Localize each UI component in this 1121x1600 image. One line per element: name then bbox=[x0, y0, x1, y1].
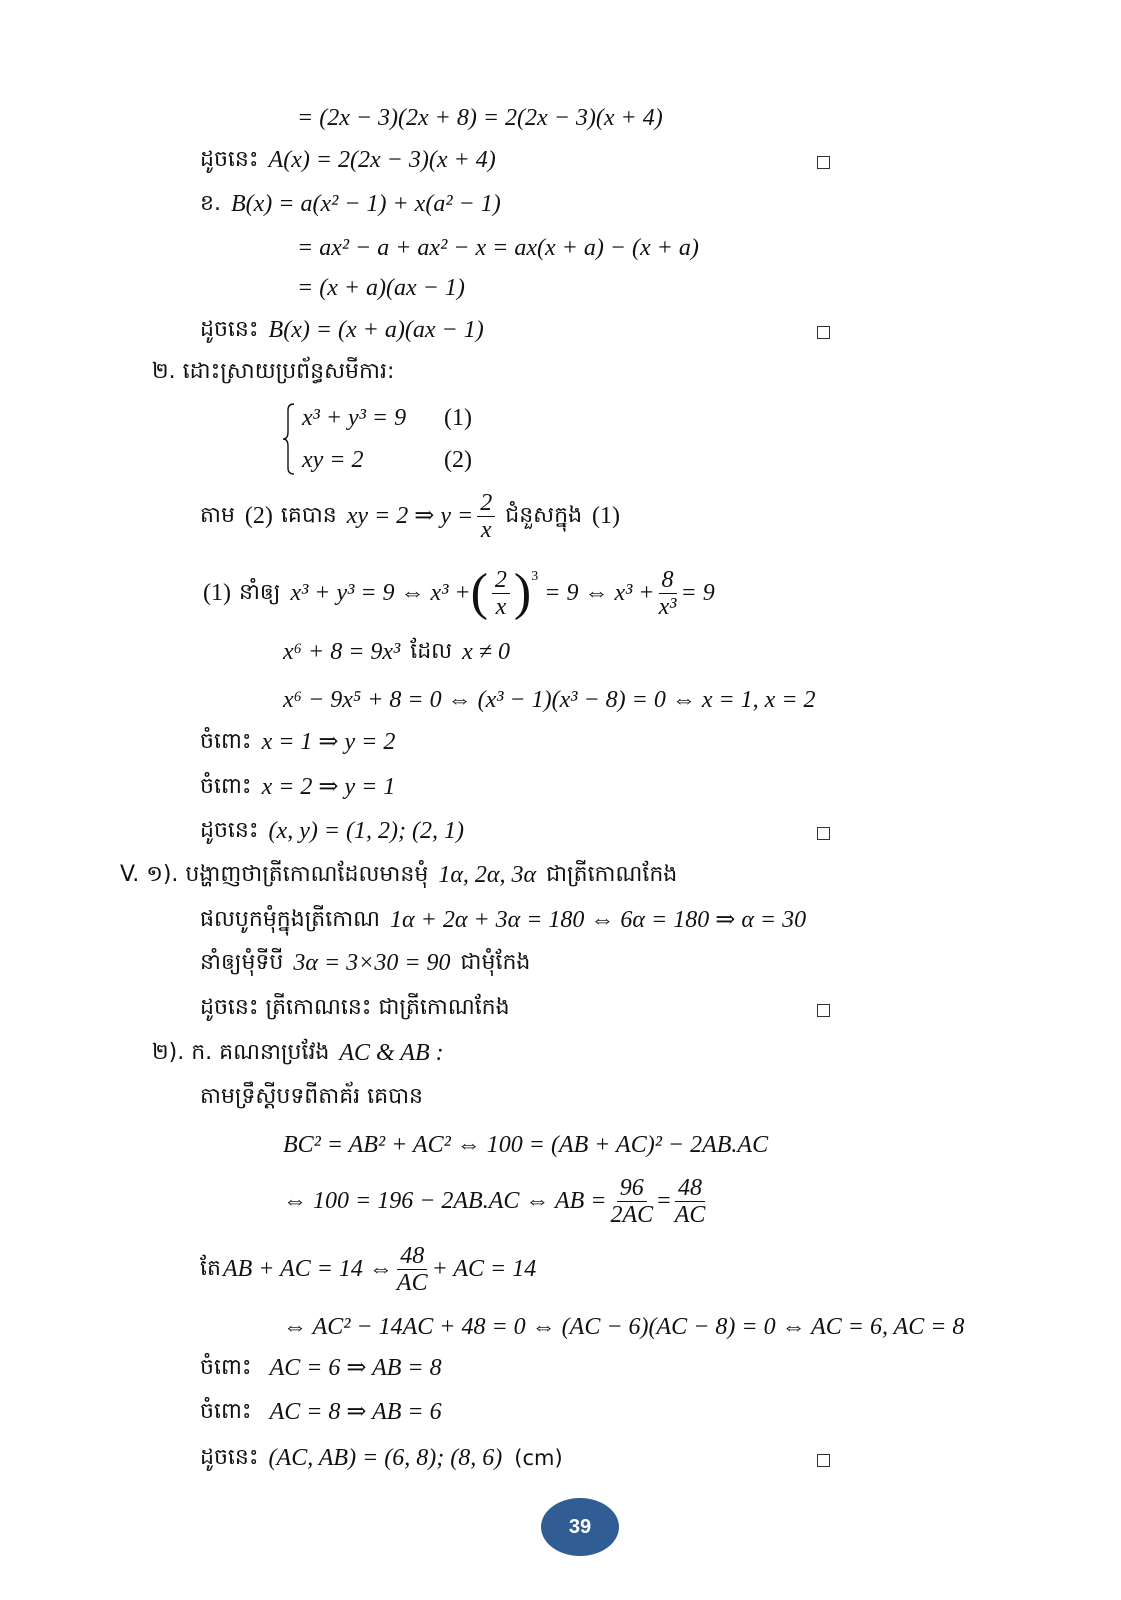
khmer-text: ២. ដោះស្រាយប្រព័ន្ធសមីការ: bbox=[152, 359, 395, 384]
numerator: 8 bbox=[659, 567, 677, 594]
denominator: x³ bbox=[658, 593, 677, 620]
fraction bbox=[492, 567, 510, 620]
math-text: = bbox=[657, 1188, 671, 1214]
equation-line bbox=[283, 1312, 964, 1342]
khmer-text: ដូចនេះ bbox=[200, 317, 259, 342]
right-paren: ) bbox=[513, 564, 532, 621]
equation-line bbox=[200, 1397, 442, 1427]
math-text: 3α = 3×30 = 90 bbox=[293, 950, 451, 976]
math-text: x⁶ − 9x⁵ + 8 = 0 ⇔ (x³ − 1)(x³ − 8) = 0 ⇔ x = 1, x = 2 bbox=[283, 687, 816, 713]
khmer-text: ដូចនេះ bbox=[200, 147, 259, 172]
khmer-text: តាម bbox=[200, 503, 235, 528]
equation-line bbox=[203, 562, 715, 624]
equation-line bbox=[297, 233, 699, 263]
math-text: xy = 2 bbox=[302, 447, 364, 473]
end-of-proof-square-icon bbox=[817, 326, 830, 339]
khmer-text: ជំនួសក្នុង bbox=[505, 503, 583, 528]
fraction bbox=[477, 490, 495, 543]
math-text: (2) bbox=[244, 503, 273, 529]
numerator: 48 bbox=[675, 1175, 705, 1202]
equation-number: (2) bbox=[444, 447, 472, 473]
khmer-text: ចំពោះ bbox=[200, 1399, 252, 1424]
math-text: BC² = AB² + AC² ⇔ 100 = (AB + AC)² − 2AB.AC bbox=[283, 1132, 769, 1158]
numerator: 48 bbox=[397, 1243, 427, 1270]
system-equation bbox=[302, 403, 472, 433]
equation-line bbox=[200, 905, 806, 935]
section-heading bbox=[152, 357, 404, 387]
left-paren: ( bbox=[470, 564, 488, 621]
denominator: x bbox=[480, 516, 492, 543]
end-of-proof-square-icon bbox=[817, 827, 830, 840]
denominator: AC bbox=[396, 1269, 428, 1296]
math-text: x³ + y³ = 9 ⇔ x³ + bbox=[290, 580, 471, 606]
end-of-proof-square-icon bbox=[817, 1454, 830, 1467]
system-equation bbox=[302, 445, 472, 475]
math-text: 1α + 2α + 3α = 180 ⇔ 6α = 180 ⇒ α = 30 bbox=[390, 907, 807, 933]
khmer-text: នាំឲ្យមុំទីបី bbox=[200, 950, 284, 975]
equation-line bbox=[283, 637, 510, 667]
math-text: xy = 2 ⇒ y = bbox=[346, 503, 474, 529]
math-text: = 9 bbox=[680, 580, 715, 606]
conclusion-line bbox=[200, 145, 496, 175]
math-text: ⇔ 100 = 196 − 2AB.AC ⇔ AB = bbox=[283, 1188, 607, 1214]
page-number: 39 bbox=[568, 1515, 592, 1538]
khmer-text: នាំឲ្យ bbox=[238, 580, 281, 605]
khmer-text: គេបាន bbox=[280, 503, 337, 528]
equation-line bbox=[297, 273, 465, 303]
math-text: B(x) = a(x² − 1) + x(a² − 1) bbox=[230, 191, 501, 217]
page-number-badge bbox=[541, 1498, 619, 1556]
denominator: 2AC bbox=[610, 1201, 654, 1228]
denominator: AC bbox=[674, 1201, 706, 1228]
math-text: AC & AB : bbox=[339, 1040, 444, 1066]
equation-line bbox=[200, 948, 540, 978]
section-heading bbox=[120, 860, 687, 890]
khmer-text: ដែល bbox=[410, 639, 453, 664]
equation-line bbox=[200, 772, 395, 802]
math-text: x⁶ + 8 = 9x³ bbox=[283, 639, 401, 665]
equation-line bbox=[200, 189, 501, 219]
khmer-text: ដូចនេះ bbox=[200, 818, 259, 843]
math-text: A(x) = 2(2x − 3)(x + 4) bbox=[268, 147, 496, 173]
equation-line bbox=[200, 1353, 442, 1383]
math-text: = (2x − 3)(2x + 8) = 2(2x − 3)(x + 4) bbox=[297, 105, 663, 131]
math-text: 1α, 2α, 3α bbox=[438, 862, 537, 888]
conclusion-line bbox=[200, 993, 520, 1023]
math-text: ⇔ AC² − 14AC + 48 = 0 ⇔ (AC − 6)(AC − 8) = 0 ⇔ AC = 6, AC = 8 bbox=[283, 1314, 965, 1340]
khmer-text: ខ. bbox=[200, 191, 221, 216]
end-of-proof-square-icon bbox=[817, 156, 830, 169]
khmer-text: ចំពោះ bbox=[200, 1355, 252, 1380]
section-heading bbox=[152, 1038, 444, 1068]
text-line bbox=[200, 1082, 433, 1112]
equation-line bbox=[200, 1238, 536, 1300]
khmer-text: ជាមុំកែង bbox=[460, 950, 531, 975]
numerator: 96 bbox=[617, 1175, 647, 1202]
khmer-text: តែ bbox=[200, 1256, 221, 1281]
end-of-proof-square-icon bbox=[817, 1004, 830, 1017]
conclusion-line bbox=[200, 315, 484, 345]
system-brace bbox=[282, 402, 296, 476]
unit-label: (cm) bbox=[514, 1446, 563, 1470]
khmer-text: ចំពោះ bbox=[200, 774, 252, 799]
numerator: 2 bbox=[492, 567, 510, 594]
khmer-text: តាមទ្រឹស្តីបទពីតាគ័រ គេបាន bbox=[200, 1084, 424, 1109]
equation-line bbox=[283, 1130, 768, 1160]
fraction bbox=[397, 1243, 428, 1296]
math-text: (1) bbox=[203, 580, 231, 606]
khmer-text: ដូចនេះ ត្រីកោណនេះ ជាត្រីកោណកែង bbox=[200, 995, 510, 1020]
numerator: 2 bbox=[477, 490, 495, 517]
conclusion-line bbox=[200, 1443, 563, 1473]
math-text: AB + AC = 14 ⇔ bbox=[222, 1256, 393, 1282]
math-text: (AC, AB) = (6, 8); (8, 6) bbox=[268, 1445, 503, 1471]
khmer-text: ដូចនេះ bbox=[200, 1445, 259, 1470]
conclusion-line bbox=[200, 816, 464, 846]
khmer-text: ២). ក. គណនាប្រវែង bbox=[152, 1040, 330, 1065]
fraction bbox=[675, 1175, 706, 1228]
equation-line bbox=[200, 488, 620, 544]
math-text: = (x + a)(ax − 1) bbox=[297, 275, 465, 301]
math-text: = 9 ⇔ x³ + bbox=[544, 580, 655, 606]
equation-line bbox=[200, 727, 395, 757]
exponent: 3 bbox=[531, 569, 539, 584]
math-text: (1) bbox=[592, 503, 621, 529]
denominator: x bbox=[495, 593, 507, 620]
equation-line bbox=[283, 685, 816, 715]
math-text: AC = 8 ⇒ AB = 6 bbox=[269, 1399, 442, 1425]
math-text: B(x) = (x + a)(ax − 1) bbox=[268, 317, 484, 343]
equation-number: (1) bbox=[444, 405, 472, 431]
equation-line bbox=[297, 103, 663, 133]
math-text: = ax² − a + ax² − x = ax(x + a) − (x + a) bbox=[297, 235, 699, 261]
math-text: x ≠ 0 bbox=[462, 639, 510, 665]
khmer-text: ផលបូកមុំក្នុងត្រីកោណ bbox=[200, 907, 381, 932]
math-text: x = 1 ⇒ y = 2 bbox=[261, 729, 396, 755]
khmer-text: ចំពោះ bbox=[200, 729, 252, 754]
math-text: + AC = 14 bbox=[431, 1256, 537, 1282]
math-text: AC = 6 ⇒ AB = 8 bbox=[269, 1355, 442, 1381]
khmer-text: ជាត្រីកោណកែង bbox=[546, 862, 678, 887]
math-text: x³ + y³ = 9 bbox=[302, 405, 407, 431]
math-text: x = 2 ⇒ y = 1 bbox=[261, 774, 396, 800]
khmer-text: V. ១). បង្ហាញថាត្រីកោណដែលមានមុំ bbox=[120, 862, 429, 887]
fraction bbox=[610, 1175, 653, 1228]
equation-line bbox=[283, 1170, 709, 1232]
math-text: (x, y) = (1, 2); (2, 1) bbox=[268, 818, 464, 844]
fraction bbox=[659, 567, 677, 620]
